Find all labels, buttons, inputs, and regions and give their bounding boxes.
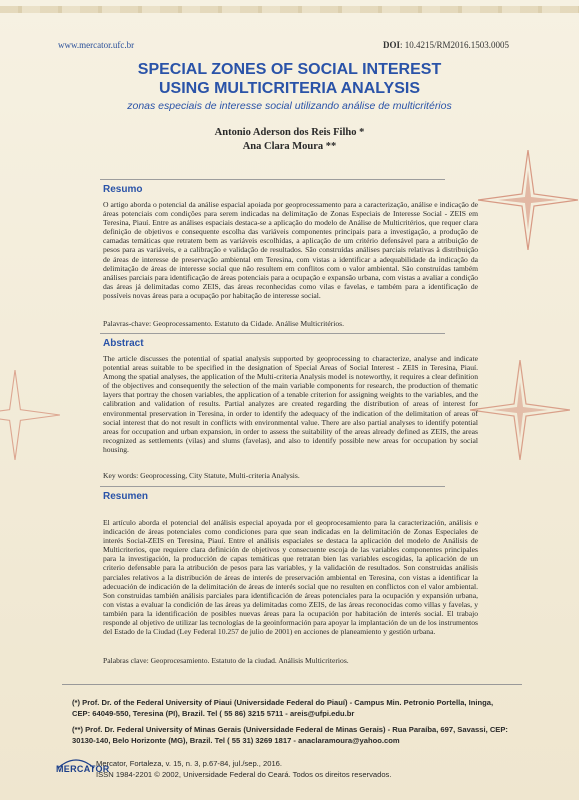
author-1: Antonio Aderson dos Reis Filho *: [214, 127, 365, 138]
compass-rose-icon: [478, 150, 578, 250]
doi-label: DOI: [382, 40, 400, 50]
compass-rose-icon: [0, 370, 60, 460]
journal-url-link[interactable]: www.mercator.ufc.br: [58, 40, 135, 50]
issn-copyright: ISSN 1984-2201 © 2002, Universidade Federal do Ceará. Todos os direitos reservados.: [96, 770, 392, 779]
resumo-text: O artigo aborda o potencial da análise espacial apoiada por geoprocessamento para a caracterização, análise e indicação de áreas potenciais com condições para serem indicadas na delimitação de Zonas Especiais de Interesse Social - ZEIS em Teresina, Piauí. Entre as análises espaciais destaca-se a aplicação do modelo de Análise de Multicritérios, que requer clara definição de objetivos e consequente escolha das variáveis componentes principais para a investigação, a produção de camadas temáticas que retratem bem as variáveis escolhidas, a aplicação de um critério defensável para a atribuição de pesos para as variáveis, e a calibração e validação de resultados. São construídas análises parciais relativas à distribuição de áreas de interesse de preservação ambiental em Teresina, com vistas a identificar a adequabilidade da indicação da delimitação de áreas de interesse social que não resultem em conflitos com o valor ambiental. São construídas também análises parciais para identificação de áreas potenciais para a ocupação e expansão urbana, com vistas a avaliar a condição das áreas já delimitadas como ZEIS, das áreas reconhecidas como vilas e favelas, e também para a identificação de possíveis novas áreas para a ocupação por habitação de interesse social.: [103, 200, 478, 300]
section-divider: [100, 179, 445, 180]
article-subtitle: zonas especiais de interesse social utilizando análise de multicritérios: [127, 100, 452, 112]
doi: [383, 40, 509, 50]
doi-value: : 10.4215/RM2016.1503.0005: [399, 40, 509, 50]
resumo-keywords: [103, 319, 478, 328]
footnote-author-1: (*) Prof. Dr. of the Federal University of Piaui (Universidade Federal do Piauí) - Campus Min. Petronio Portella, Ininga, CEP: 64049-550, Teresina (PI), Brazil. Tel ( 55 86) 3215 5711 - areis@ufpi.edu.br: [72, 698, 494, 718]
decorative-top-band: [0, 0, 579, 22]
title-line-2: USING MULTICRITERIA ANALYSIS: [158, 80, 421, 97]
logo-text: MERCATOR: [56, 764, 110, 774]
footnote-author-2: (**) Prof. Dr. Federal University of Minas Gerais (Universidade Federal de Minas Gerais) - Rua Paraíba, 697, Savassi, CEP: 30130-140, Belo Horizonte (MG), Brazil. Tel ( 55 31) 3269 1817 - anaclaramoura@yahoo.com: [72, 725, 508, 745]
abstract-keywords: Key words: Geoprocessing, City Statute, Multi-criteria Analysis.: [103, 471, 300, 480]
resumo-heading: Resumo: [103, 184, 143, 195]
compass-rose-icon: [470, 360, 570, 460]
authors: [0, 126, 579, 154]
abstract-text: The article discusses the potential of spatial analysis supported by geoprocessing to characterize, analyse and indicate potential areas suitable to be specified in the designation of Special Areas of Social Interest - ZEIS in Teresina, Piauí. Among the spatial analyses, the application of the Multi-criteria Analysis model is noteworthy, it requires a clear definition of the objectives and consequently the selection of the main variable components for research, the production of thematic layers that portray the chosen variables, the application of a tenable criterion for assigning weights to the variables, and the calibration and validation of results. Partial analyzes are created regarding the distribution of areas of interest for environmental preservation in Teresina, in order to identify the adequacy of the indication of the delimitation of areas of social interest that do not result in conflicts with environmental value. There are also partial analyses to identify potential areas for occupation and urban expansion, in order to assess the suitability of the areas already defined as ZEIS, the areas recognized as settlements (vilas) and slums (favelas), and also to identify possible new areas for occupation by social housing.: [103, 354, 478, 454]
article-title: [0, 60, 579, 98]
footnote-divider: [62, 684, 522, 685]
mercator-logo: [56, 756, 110, 780]
author-2: Ana Clara Moura **: [242, 141, 337, 152]
title-line-1: SPECIAL ZONES OF SOCIAL INTEREST: [137, 61, 442, 78]
resumo-keywords-value: : Geoprocessamento. Estatuto da Cidade. Análise Multicritérios.: [148, 319, 345, 328]
resumen-keywords-label: Palabras clave: [103, 656, 147, 665]
section-divider: [100, 333, 445, 334]
resumen-keywords-value: : Geoprocesamiento. Estatuto de la ciudad. Análisis Multicriterios.: [146, 656, 349, 665]
resumen-text: El artículo aborda el potencial del análisis especial apoyada por el geoprocesamiento para la caracterización, análisis e indicación de áreas potenciales como condiciones para que sean indicadas en la delimitación de Zonas Especiales de interés Social-ZEIS en Teresina, Piauí. Entre el análisis espaciales se destaca la aplicación del modelo de Análisis de Multicriterios, que requiere clara definición de objetivos y consecuente escoja de las variables componentes principales para la investigación, la producción de capas temáticas que retratan bien las variables escogidas, la aplicación de un criterio defensable para la atribución de pesos para las variables, y la validación de resultados. Son construidas análisis parciales relativos a la distribución de áreas de interés de preservación ambiental en Teresina, con vistas a identificar la adecuación de indicación de la delimitación de áreas de interés social que no resulten en conflictos con el valor ambiental. Son construidas también análisis parciales para identificación de áreas potenciales para la ocupación y expansión urbana, con vistas a evaluar la condición de las áreas ya delimitadas como ZEIS, de las áreas reconocidas como villas y favelas, y también para la identificación de posibles nuevas áreas para la ocupación por habitación de interés social. El trabajo responde al objetivo de utilizar las tecnologías de la geoinformación para apoyar la implantación de un de los instrumentos del Estado de la Ciudad (Ley Federal 10.257 de julio de 2001) en acciones de planeamiento y gestión urbana.: [103, 518, 478, 637]
resumen-heading: Resumen: [103, 491, 149, 502]
abstract-heading: Abstract: [103, 338, 144, 349]
footer: [96, 758, 391, 780]
section-divider: [100, 486, 445, 487]
resumen-keywords: [103, 656, 478, 665]
citation: Mercator, Fortaleza, v. 15, n. 3, p.67-84, jul./sep., 2016.: [96, 759, 283, 768]
resumo-keywords-label: Palavras-chave: [103, 319, 149, 328]
